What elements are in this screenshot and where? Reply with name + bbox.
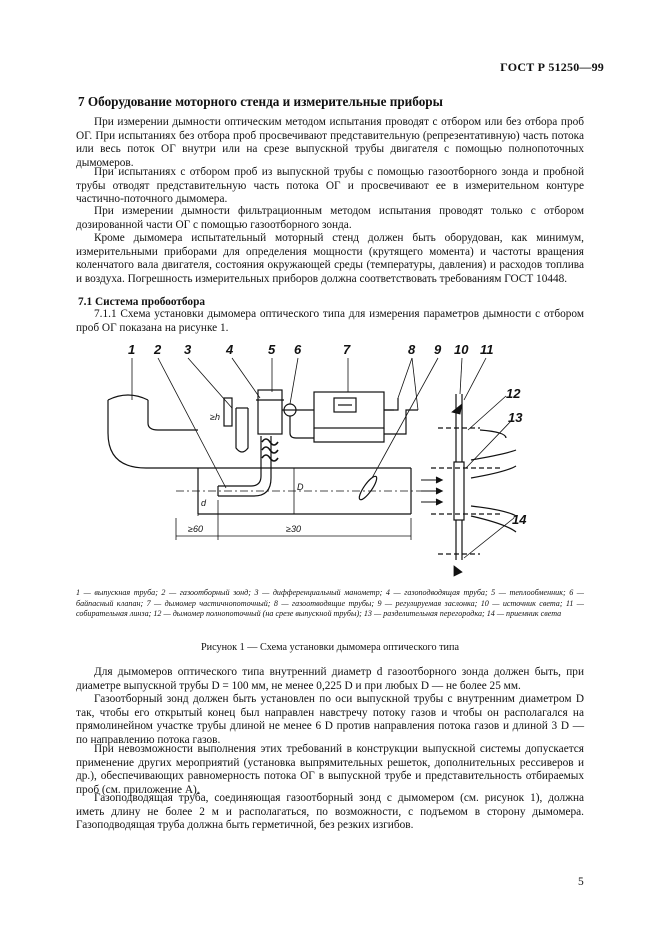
paragraph-2: При испытаниях с отбором проб из выпускной трубы с помощью газоотборного зонда и пробной трубы отводят представительную часть потока ОГ и просвечивают ее в измерительном контуре частично-поточного дымомера. xyxy=(76,166,584,206)
exhaust-pipe-bend xyxy=(108,395,198,468)
callout-13: 13 xyxy=(508,410,523,425)
exhaust-pipe xyxy=(176,468,436,514)
full-flow-smokemeter xyxy=(421,394,516,576)
callout-12: 12 xyxy=(506,386,521,401)
figure-legend: 1 — выпускная труба; 2 — газоотборный зонд; 3 — дифференциальный манометр; 4 — газоподводящая труба; 5 — теплообменник; 6 — байпасный клапан; 7 — дымомер частичнопоточный; 8 — газоотводящие трубы; 9 — регулируемая заслонка; 10 — источник света; 11 — собирательная линза; 12 — дымомер полнопоточный (на срезе выпускной трубы); 13 — разделительная перегородка; 14 — приемник света xyxy=(76,588,584,619)
paragraph-7: При невозможности выполнения этих требований в конструкции выпускной системы допускается применение других мероприятий (установка выпрямительных решеток, дополнительных рессиверов и др.), обеспечивающих равномерность потока ОГ в выпускной трубе и представительность отбираемых проб (см. приложение А). xyxy=(76,743,584,796)
callout-7: 7 xyxy=(343,342,351,357)
figure-caption: Рисунок 1 — Схема установки дымомера оптического типа xyxy=(201,642,459,653)
callout-10: 10 xyxy=(454,342,469,357)
callout-14: 14 xyxy=(512,512,527,527)
heat-exchanger xyxy=(256,390,284,461)
callout-8: 8 xyxy=(408,342,416,357)
dimension-first: ≥60 xyxy=(188,524,203,534)
subsection-paragraph: 7.1.1 Схема установки дымомера оптического типа для измерения параметров дымности с отбором проб ОГ показана на рисунке 1. xyxy=(76,308,584,334)
callout-5: 5 xyxy=(268,342,276,357)
callout-3: 3 xyxy=(184,342,192,357)
bypass-valve xyxy=(282,404,314,438)
callout-4: 4 xyxy=(226,342,234,357)
page-number: 5 xyxy=(578,876,584,888)
section-title: 7 Оборудование моторного стенда и измерительные приборы xyxy=(78,94,443,109)
paragraph-8: Газоподводящая труба, соединяющая газоотборный зонд с дымомером (см. рисунок 1), должна иметь длину не более 2 м и располагаться, по возможности, с подъемом в сторону дымомера. Газоподводящая труба должна быть герметичной, без резких изгибов. xyxy=(76,792,584,832)
document-code: ГОСТ Р 51250—99 xyxy=(500,60,604,74)
callout-9: 9 xyxy=(434,342,442,357)
callout-2: 2 xyxy=(154,342,162,357)
paragraph-1: При измерении дымности оптическим методом испытания проводят с отбором или без отбора проб ОГ. При испытаниях без отбора проб просвечивают представительную (репрезентативную) часть потока или весь поток ОГ внутри или на срезе выпускной трубы двигателя с помощью полнопоточных дымомеров. xyxy=(76,116,584,169)
dimension-pipe: D xyxy=(297,482,304,492)
dimension-probe: d xyxy=(201,498,207,508)
callout-1: 1 xyxy=(128,342,136,357)
paragraph-3: При измерении дымности фильтрационным методом испытания проводят только с отбором дозированной части ОГ с помощью газоотборного зонда. xyxy=(76,205,584,231)
adjustable-damper xyxy=(357,474,380,502)
differential-manometer xyxy=(224,398,248,452)
callout-11: 11 xyxy=(480,342,494,357)
paragraph-4: Кроме дымомера испытательный моторный стенд должен быть оборудован, как минимум, измерительными приборами для определения мощности (крутящего момента) и частоты вращения коленчатого вала двигателя, состояния окружающей среды (температуры, давления) и расходов топлива и воздуха. Погрешность измерительных приборов должна соответствовать требованиям ГОСТ 10448. xyxy=(76,232,584,285)
paragraph-6: Газоотборный зонд должен быть установлен по оси выпускной трубы с внутренним диаметром D так, чтобы его открытый конец был направлен навстречу потоку газов и чтобы он располагался на прямолинейном участке трубы длиной не менее 6 D против направления потока газов и длиной 3 D — по направлению потока газов. xyxy=(76,693,584,746)
figure-1-diagram xyxy=(76,338,584,583)
dimension-height: ≥h xyxy=(210,412,220,422)
gas-probe xyxy=(218,436,271,496)
paragraph-5: Для дымомеров оптического типа внутренний диаметр d газоотборного зонда должен быть, при диаметре выпускной трубы D = 100 мм, не менее 0,225 D и при любых D — не более 25 мм. xyxy=(76,666,584,692)
callout-6: 6 xyxy=(294,342,302,357)
subsection-title: 7.1 Система пробоотбора xyxy=(78,296,205,308)
dimension-second: ≥30 xyxy=(286,524,301,534)
partial-flow-smokemeter xyxy=(314,392,394,442)
